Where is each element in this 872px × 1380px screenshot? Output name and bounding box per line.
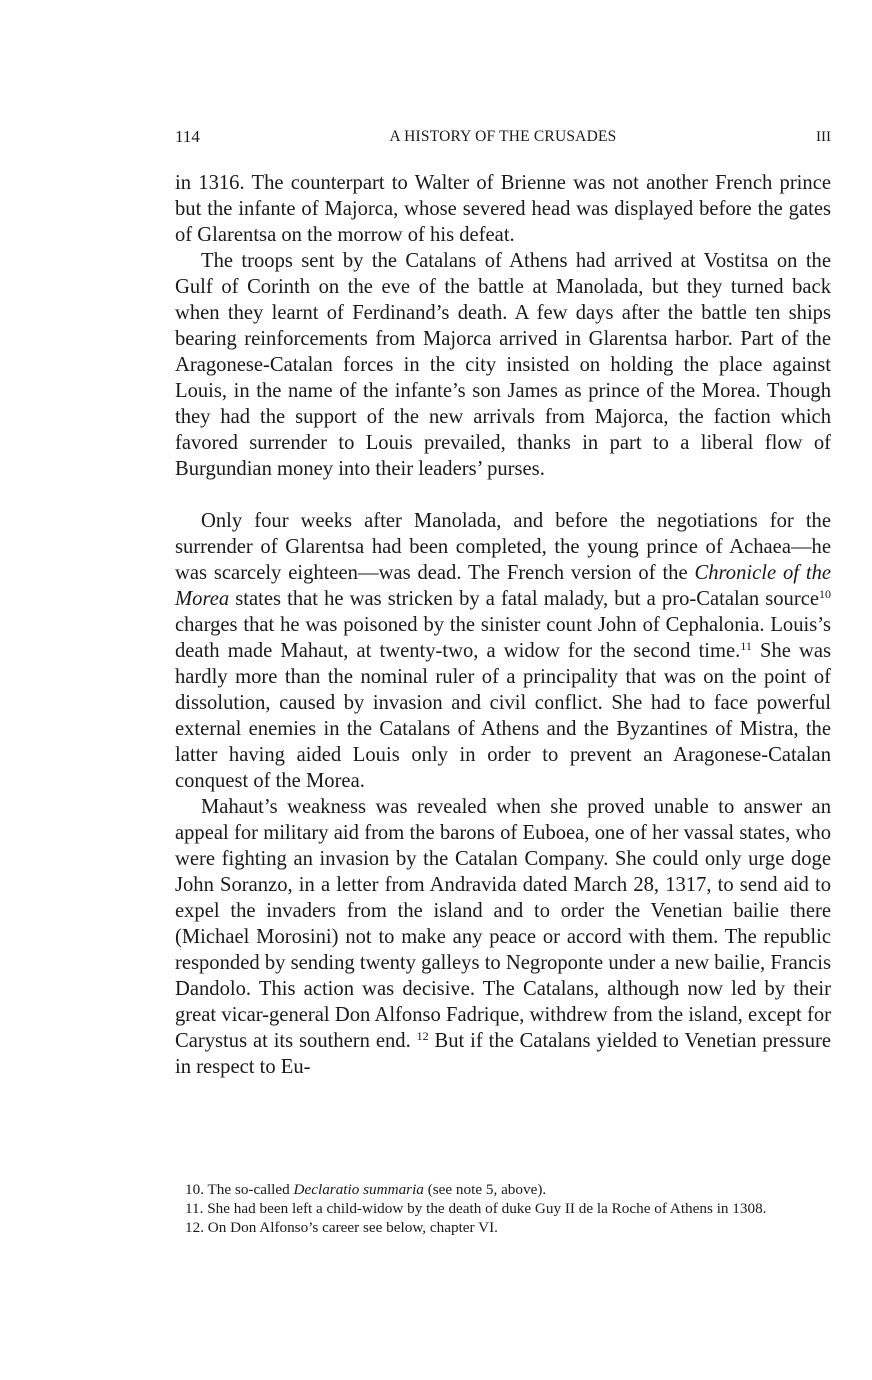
paragraph-3-text-d: She was hardly more than the nominal ruler of a principality that was on the point of dissolution, caused by invasion and civil conflict. She had to face powerful external enemies in the Catalans of Athens and the Byzantines of Mistra, the latter having aided Louis only in order to prevent an Aragonese-Catalan conquest of the Morea. [175,640,831,792]
paragraph-3-text-b: states that he was stricken by a fatal malady, but a pro-Catalan source [229,588,819,610]
footnote-text: She had been left a child-widow by the death of duke Guy II de la Roche of Athens in 1308. [203,1200,767,1217]
footnote-ref-10[interactable]: 10 [819,587,831,601]
footnote-text-end: (see note 5, above). [423,1181,547,1198]
paragraph-4 [175,794,831,1080]
paragraph-3-text-a: Only four weeks after Manolada, and before the negotiations for the surrender of Glarentsa had been completed, the young prince of Achaea—he was scarcely eighteen—was dead. The French version of the [175,510,831,584]
footnote-10 [175,1180,831,1199]
footnote-italic: Declaratio summaria [293,1181,424,1198]
chronicle-title: Chronicle of the Morea [175,562,832,610]
footnote-text: On Don Alfonso’s career see below, chapter VI. [203,1219,498,1236]
footnote-ref-12[interactable]: 12 [416,1029,429,1043]
footnote-number: 10. [185,1181,204,1198]
paragraph-1: in 1316. The counterpart to Walter of Brienne was not another French prince but the infante of Majorca, whose severed head was displayed before the gates of Glarentsa on the morrow of his defeat. [175,172,831,246]
volume-number: III [816,129,831,145]
footnote-12 [175,1218,831,1237]
footnote-11 [175,1199,831,1218]
book-title: A HISTORY OF THE CRUSADES [389,128,617,145]
paragraph-2: The troops sent by the Catalans of Athens had arrived at Vostitsa on the Gulf of Corinth on the eve of the battle at Manolada, but they turned back when they learnt of Ferdinand’s death. A few days after the battle ten ships bearing reinforcements from Majorca arrived in Glarentsa harbor. Part of the Aragonese-Catalan forces in the city insisted on holding the place against Louis, in the name of the infante’s son James as prince of the Morea. Though they had the support of the new arrivals from Majorca, the faction which favored surrender to Louis prevailed, thanks in part to a liberal flow of Burgundian money into their leaders’ purses. [175,250,831,480]
running-head [175,124,831,150]
footnote-text: The so-called [203,1181,294,1198]
footnotes [175,1180,831,1237]
footnote-ref-11[interactable]: 11 [740,639,752,653]
footnote-number: 12. [185,1219,204,1236]
footnote-number: 11. [185,1200,204,1217]
paragraph-3-text-c: charges that he was poisoned by the sinister count John of Cephalonia. Louis’s death made Mahaut, at twenty-two, a widow for the second time. [175,614,831,662]
page-number: 114 [175,127,200,146]
paragraph-4-text-b: But if the Catalans yielded to Venetian pressure in respect to Eu- [175,1030,832,1078]
paragraph-4-text-a: Mahaut’s weakness was revealed when she proved unable to answer an appeal for military aid from the barons of Euboea, one of her vassal states, who were fighting an invasion by the Catalan Company. She could only urge doge John Soranzo, in a letter from Andravida dated March 28, 1317, to send aid to expel the invaders from the island and to order the Venetian bailie there (Michael Morosini) not to make any peace or accord with them. The republic responded by sending twenty galleys to Negroponte under a new bailie, Francis Dandolo. This action was decisive. The Catalans, although now led by their great vicar-general Don Alfonso Fadrique, withdrew from the island, except for Carystus at its southern end. [175,796,831,1052]
paragraph-3 [175,508,831,794]
body-text [175,170,831,1080]
